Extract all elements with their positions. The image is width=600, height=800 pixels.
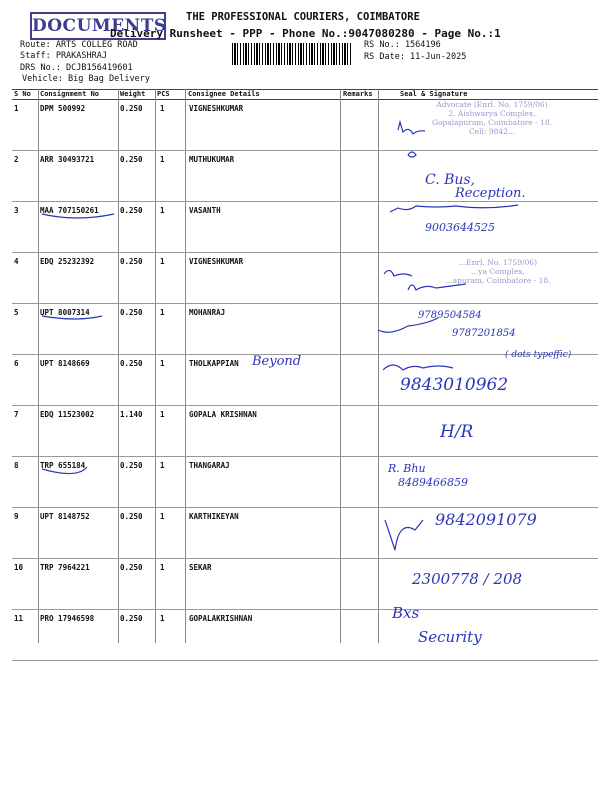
col-pcs: PCS (157, 90, 170, 98)
row-consignment-no: MAA 707150261 (40, 206, 99, 215)
row-weight: 0.250 (120, 563, 143, 572)
row-pcs: 1 (160, 563, 165, 572)
col-remarks: Remarks (343, 90, 373, 98)
row-sno: 5 (14, 308, 19, 317)
handwriting-note: ( dots typeffic) (505, 350, 572, 360)
col-weight: Weight (120, 90, 146, 98)
row-consignment-no: UPT 8148669 (40, 359, 90, 368)
signature-scribble (408, 152, 416, 157)
signature-scribble (383, 365, 453, 370)
signature-scribble (390, 205, 518, 212)
handwriting-signature: R. Bhu (388, 462, 426, 475)
row-sno: 9 (14, 512, 19, 521)
row-consignment-no: UPT 8148752 (40, 512, 90, 521)
row-weight: 0.250 (120, 512, 143, 521)
underline-mark (42, 467, 87, 474)
handwriting-phone: 9842091079 (435, 510, 537, 529)
row-consignee: GOPALA KRISHNAN (189, 410, 257, 419)
handwriting-signature: Security (418, 628, 482, 646)
row-pcs: 1 (160, 155, 165, 164)
row-consignment-no: ARR 30493721 (40, 155, 95, 164)
vehicle-label: Vehicle: Big Bag Delivery (22, 74, 150, 84)
signature-scribble (378, 318, 438, 332)
rs-number: RS No.: 1564196 (364, 40, 441, 50)
row-consignment-no: TRP 655184 (40, 461, 86, 470)
rs-date: RS Date: 11-Jun-2025 (364, 52, 467, 62)
row-pcs: 1 (160, 512, 165, 521)
row-weight: 0.250 (120, 614, 143, 623)
row-sno: 7 (14, 410, 19, 419)
handwriting-signature: Bxs (392, 604, 420, 622)
row-consignment-no: DPM 500992 (40, 104, 86, 113)
row-consignee: MOHANRAJ (189, 308, 226, 317)
runsheet-title: Delivery Runsheet - PPP - Phone No.:9047080280 - Page No.:1 (110, 27, 501, 40)
row-weight: 0.250 (120, 257, 143, 266)
row-pcs: 1 (160, 257, 165, 266)
col-consignment: Consignment No (40, 90, 100, 98)
handwriting-note: H/R (440, 422, 474, 442)
row-consignment-no: UPT 8007314 (40, 308, 90, 317)
handwriting-note: Reception. (455, 186, 526, 201)
col-sno: S No (14, 90, 31, 98)
underline-mark (42, 214, 114, 218)
company-name: THE PROFESSIONAL COURIERS, COIMBATORE (186, 11, 420, 23)
row-consignee: VASANTH (189, 206, 221, 215)
handwriting-phone: 8489466859 (398, 476, 468, 489)
row-weight: 0.250 (120, 155, 143, 164)
handwriting-phone: 9789504584 (418, 310, 482, 321)
staff-label: Staff: PRAKASHRAJ (20, 51, 107, 61)
row-consignee: KARTHIKEYAN (189, 512, 239, 521)
advocate-seal: Advocate (Enrl. No. 1759/06) 2, Aishwarya Complex, Gopalapuram, Coimbatore - 18. Cell: 9842... (431, 100, 553, 136)
signature-scribble (398, 122, 425, 134)
advocate-seal: ...Enrl. No. 1759/06) ...ya Complex, ...apuram, Coimbatore - 18. (445, 258, 551, 285)
col-seal: Seal & Signature (400, 90, 468, 98)
row-sno: 2 (14, 155, 19, 164)
row-consignment-no: EDQ 11523002 (40, 410, 95, 419)
row-consignment-no: EDQ 25232392 (40, 257, 95, 266)
row-weight: 0.250 (120, 206, 143, 215)
underline-mark (42, 316, 102, 319)
row-consignee: THANGARAJ (189, 461, 230, 470)
row-pcs: 1 (160, 614, 165, 623)
row-consignee: THOLKAPPIAN (189, 359, 239, 368)
row-consignee: VIGNESHKUMAR (189, 257, 244, 266)
row-sno: 3 (14, 206, 19, 215)
row-sno: 8 (14, 461, 19, 470)
row-pcs: 1 (160, 359, 165, 368)
row-pcs: 1 (160, 308, 165, 317)
documents-stamp: DOCUMENTS (30, 12, 166, 40)
row-sno: 4 (14, 257, 19, 266)
route-label: Route: ARTS COLLEG ROAD (20, 40, 138, 50)
drs-label: DRS No.: DCJB156419601 (20, 63, 133, 73)
handwriting-margin: Beyond (252, 354, 302, 369)
row-weight: 0.250 (120, 461, 143, 470)
row-consignee: SEKAR (189, 563, 212, 572)
row-weight: 1.140 (120, 410, 143, 419)
handwriting-note: C. Bus, (425, 172, 476, 188)
row-sno: 11 (14, 614, 24, 623)
row-weight: 0.250 (120, 359, 143, 368)
row-consignee: MUTHUKUMAR (189, 155, 235, 164)
row-sno: 1 (14, 104, 19, 113)
handwriting-phone: 9003644525 (425, 221, 495, 234)
signature-scribble (384, 270, 412, 276)
handwriting-note: 2300778 / 208 (412, 570, 523, 588)
row-consignee: VIGNESHKUMAR (189, 104, 244, 113)
row-pcs: 1 (160, 104, 165, 113)
row-consignment-no: TRP 7964221 (40, 563, 90, 572)
signature-scribble (385, 520, 423, 550)
row-pcs: 1 (160, 410, 165, 419)
row-sno: 6 (14, 359, 19, 368)
handwriting-phone: 9843010962 (400, 375, 509, 395)
row-pcs: 1 (160, 206, 165, 215)
row-weight: 0.250 (120, 308, 143, 317)
col-consignee: Consignee Details (188, 90, 260, 98)
signature-scribble (408, 284, 466, 290)
row-sno: 10 (14, 563, 24, 572)
row-weight: 0.250 (120, 104, 143, 113)
row-consignment-no: PRO 17946598 (40, 614, 95, 623)
row-pcs: 1 (160, 461, 165, 470)
row-consignee: GOPALAKRISHNAN (189, 614, 253, 623)
handwriting-phone: 9787201854 (452, 328, 516, 339)
